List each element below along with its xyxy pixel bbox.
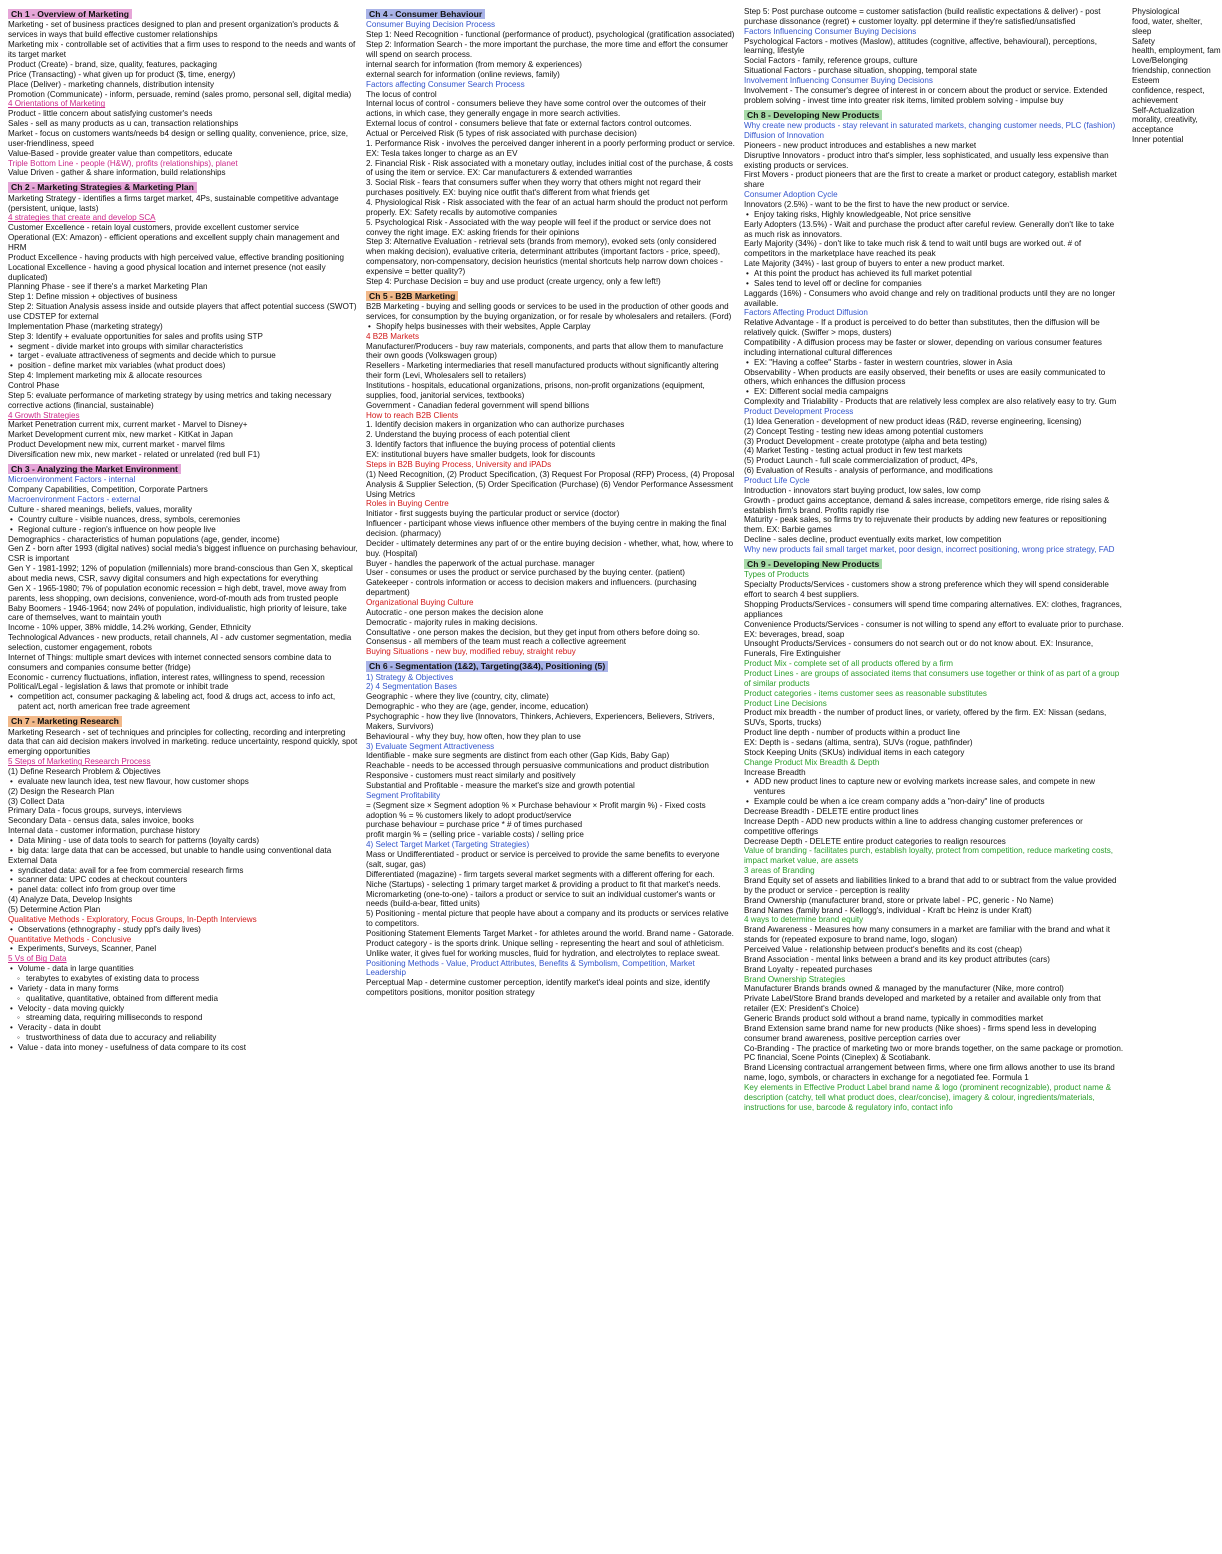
section xyxy=(366,7,736,287)
text-line: Product Mix - complete set of all products offered by a firm xyxy=(744,659,954,669)
text-line: Unsought Products/Services - consumers do not search out or do not know about. EX: Insurance, Funerals, Fire Extinguisher xyxy=(744,639,1094,659)
text-line: Pioneers - new product introduces and establishes a new market xyxy=(744,140,977,150)
text-line: (5) Determine Action Plan xyxy=(8,904,101,914)
text-line: Inner potential xyxy=(1132,135,1184,145)
text-line: Buying Situations - new buy, modified rebuy, straight rebuy xyxy=(366,647,576,657)
text-line: 1) Strategy & Objectives xyxy=(366,672,454,682)
text-line: Step 1: Need Recognition - functional (performance of product), psychological (gratification associated) xyxy=(366,30,735,40)
text-line: • Observations (ethnography - study ppl's daily lives) xyxy=(8,925,358,935)
text-line: Step 5: evaluate performance of marketing strategy by using metrics and taking necessary corrective actions (financial, sustainable) xyxy=(8,390,332,410)
section xyxy=(8,7,358,178)
text-line: Innovators (2.5%) - want to be the first to have the new product or service. xyxy=(744,199,1010,209)
text-line: (4) Analyze Data, Develop Insights xyxy=(8,895,133,905)
text-line: Involvement - The consumer's degree of interest in or concern about the product or service. Extended problem solving - invest time into greater risk items, limited problem solving - impulse buy xyxy=(744,85,1108,105)
text-line: Product - little concern about satisfying customer's needs xyxy=(8,109,213,119)
text-line: Product Lines - are groups of associated items that consumers use together or think of as part of a group of similar products xyxy=(744,668,1120,688)
text-line: Brand Equity set of assets and liabilities linked to a brand that add to or subtract from the value provided by the product or service - perception is reality xyxy=(744,876,1117,895)
text-line: Government - Canadian federal government will spend billions xyxy=(366,400,590,410)
text-line: Demographics - characteristics of human populations (age, gender, income) xyxy=(8,534,280,544)
text-line: Brand Ownership Strategies xyxy=(744,974,846,984)
section-heading: Ch 8 - Developing New Products xyxy=(744,110,882,120)
text-line: Product Life Cycle xyxy=(744,476,810,486)
text-line: Qualitative Methods - Exploratory, Focus Groups, In-Depth Interviews xyxy=(8,914,257,924)
text-line: Situational Factors - purchase situation, shopping, temporal state xyxy=(744,66,978,76)
text-line: Private Label/Store Brand brands developed and marketed by a retailer and available only from that retailer (EX: President's Choice) xyxy=(744,994,1101,1014)
section xyxy=(8,714,358,1053)
text-line: Brand Extension same brand name for new products (Nike shoes) - firms spend less in developing consumer brand awareness, positive perception carries over xyxy=(744,1023,1097,1043)
text-line: ◦ streaming data, requiring milliseconds to respond xyxy=(8,1013,358,1023)
section-heading: Ch 3 - Analyzing the Market Environment xyxy=(8,464,181,474)
text-line: Perceived Value - relationship between product's benefits and its cost (cheap) xyxy=(744,945,1023,955)
text-line: Internet of Things: multiple smart devices with internet connected sensors combine data to consumers and companies consume better (fridge) xyxy=(8,652,332,672)
section-heading: Ch 7 - Marketing Research xyxy=(8,716,122,726)
text-line: B2B Marketing - buying and selling goods or services to be used in the production of other goods and services, for consumption by the buying organization, or for resale by wholesalers and retailers. (Ford) xyxy=(366,302,732,322)
text-line: How to reach B2B Clients xyxy=(366,410,459,420)
text-line: Step 1: Define mission + objectives of business xyxy=(8,292,178,302)
section xyxy=(744,108,1124,555)
text-line: Positioning Statement Elements Target Market - for athletes around the world. Brand name - Gatorade. Product category - is the sports drink. Unique selling - representing the heart and soul of athleticism. Unlike water, it gives fuel for working muscles, fluid for hydration, and electrolytes to replace sweat. xyxy=(366,928,734,958)
text-line: • At this point the product has achieved its full market potential xyxy=(744,269,1124,279)
text-line: Initiator - first suggests buying the particular product or service (doctor) xyxy=(366,509,620,519)
text-line: Laggards (16%) - Consumers who avoid change and rely on traditional products until they are no longer available. xyxy=(744,288,1116,308)
text-line: Responsive - customers must react similarly and positively xyxy=(366,771,576,781)
text-line: Baby Boomers - 1946-1964; now 24% of population, individualistic, high priority of leisure, take care of themselves, want to maintain youth xyxy=(8,603,347,623)
text-line: Gatekeeper - controls information or access to decision makers and influencers. (purchasing department) xyxy=(366,578,697,598)
text-line: (3) Collect Data xyxy=(8,796,65,806)
text-line: Why new products fail small target market, poor design, incorrect positioning, wrong price strategy, FAD xyxy=(744,545,1115,555)
text-line: Brand Ownership (manufacturer brand, store or private label - PC, generic - No Name) xyxy=(744,895,1054,905)
text-line: EX: institutional buyers have smaller budgets, look for discounts xyxy=(366,450,595,460)
text-line: Product Line Decisions xyxy=(744,698,827,708)
text-line: 4 strategies that create and develop SCA xyxy=(8,213,156,223)
text-line: Resellers - Marketing intermediaries that resell manufactured products without significantly altering their form (Levi, Wholesalers sell to retailers) xyxy=(366,361,719,381)
text-line: First Movers - product pioneers that are the first to create a market or product category, establish market share xyxy=(744,170,1117,190)
text-line: Macroenvironment Factors - external xyxy=(8,495,141,505)
text-line: Maturity - peak sales, so firms try to rejuvenate their products by adding new features or repositioning them. EX: Barbie games xyxy=(744,515,1107,535)
text-line: Esteem xyxy=(1132,76,1160,86)
text-line: Step 2: Situation Analysis assess inside and outside players that affect potential success (SWOT) use CDSTEP for external xyxy=(8,302,357,322)
text-line: Specialty Products/Services - customers show a strong preference which they will spend considerable effort to search 4 best suppliers. xyxy=(744,580,1109,600)
text-line: • Experiments, Surveys, Scanner, Panel xyxy=(8,944,358,954)
text-line: Consultative - one person makes the decision, but they get input from others before doing so. xyxy=(366,627,700,637)
text-line: Introduction - innovators start buying product, low sales, low comp xyxy=(744,485,981,495)
text-line: • EX: "Having a coffee" Starbs - faster in western countries, slower in Asia xyxy=(744,358,1124,368)
text-line: • Velocity - data moving quickly xyxy=(8,1004,358,1014)
text-line: Locational Excellence - having a good physical location and internet presence (not easily duplicated) xyxy=(8,262,326,282)
text-line: (4) Market Testing - testing actual product in few test markets xyxy=(744,446,963,456)
text-line: Price (Transacting) - what given up for product ($, time, energy) xyxy=(8,69,236,79)
section xyxy=(8,462,358,712)
text-line: Gen Y - 1981-1992; 12% of population (millennials) more brand-conscious than Gen X, skeptical about media news, CSR, savvy digital consumers and high expectations for everything xyxy=(8,564,353,583)
text-line: purchase behaviour = purchase price * # of times purchased xyxy=(366,820,583,830)
text-line: Value Driven - gather & share information, build relationships xyxy=(8,168,226,178)
text-line: Actual or Perceived Risk (5 types of risk associated with purchase decision) xyxy=(366,128,637,138)
text-line: 5 Steps of Marketing Research Process xyxy=(8,757,151,767)
text-line: Consensus - all members of the team must reach a collective agreement xyxy=(366,637,627,647)
text-line: Institutions - hospitals, educational organizations, prisons, non-profit organizations (equipment, supplies, food, janitorial services, textbooks) xyxy=(366,381,705,400)
column-1 xyxy=(8,6,358,1554)
text-line: • evaluate new launch idea, test new flavour, how customer shops xyxy=(8,777,358,787)
text-line: Product (Create) - brand, size, quality, features, packaging xyxy=(8,59,218,69)
text-line: Micromarketing (one-to-one) - tailors a product or service to suit an individual customer's wants or needs (build-a-bear, fitted units) xyxy=(366,889,716,909)
text-line: Roles in Buying Centre xyxy=(366,499,449,509)
text-line: Control Phase xyxy=(8,381,60,391)
text-line: (3) Product Development - create prototype (alpha and beta testing) xyxy=(744,436,987,446)
section xyxy=(1132,7,1222,145)
text-line: Quantitative Methods - Conclusive xyxy=(8,934,132,944)
text-line: Step 4: Implement marketing mix & allocate resources xyxy=(8,371,202,381)
text-line: Product categories - items customer sees as reasonable substitutes xyxy=(744,688,987,698)
text-line: • target - evaluate attractiveness of segments and decide which to pursue xyxy=(8,351,358,361)
text-line: Physiological xyxy=(1132,7,1180,16)
text-line: • scanner data: UPC codes at checkout counters xyxy=(8,875,358,885)
text-line: Involvement Influencing Consumer Buying Decisions xyxy=(744,76,933,86)
text-line: Culture - shared meanings, beliefs, values, morality xyxy=(8,504,192,514)
text-line: • ADD new product lines to capture new or evolving markets increase sales, and compete in new ventures xyxy=(744,777,1124,797)
text-line: Identifiable - make sure segments are distinct from each other (Gap Kids, Baby Gap) xyxy=(366,751,670,761)
text-line: EX: Depth is - sedans (altima, sentra), SUVs (rogue, pathfinder) xyxy=(744,737,973,747)
text-line: Primary Data - focus groups, surveys, interviews xyxy=(8,806,182,816)
text-line: (5) Product Launch - full scale commercialization of product, 4Ps, xyxy=(744,456,978,466)
text-line: Implementation Phase (marketing strategy) xyxy=(8,321,163,331)
text-line: 2. Financial Risk - Risk associated with a monetary outlay, includes initial cost of the purchase, & costs of using the item or service. EX: Car manufacturers & extended warranties xyxy=(366,158,733,178)
text-line: The locus of control xyxy=(366,89,437,99)
text-line: Compatibility - A diffusion process may be faster or slower, depending on various consumer features including international cultural differences xyxy=(744,337,1102,357)
text-line: Factors Affecting Product Diffusion xyxy=(744,308,868,318)
text-line: Positioning Methods - Value, Product Attributes, Benefits & Symbolism, Competition, Market Leadership xyxy=(366,958,695,978)
text-line: Safety xyxy=(1132,36,1155,46)
text-line: Product line depth - number of products within a product line xyxy=(744,728,960,738)
text-line: Secondary Data - census data, sales invoice, books xyxy=(8,816,194,826)
text-line: Product mix breadth - the number of product lines, or variety, offered by the firm. EX: Nissan (sedans, SUVs, Sports, trucks) xyxy=(744,708,1107,728)
text-line: Product Development new mix, current market - marvel films xyxy=(8,440,225,450)
text-line: Key elements in Effective Product Label brand name & logo (prominent recognizable), product name & description (catchy, tell what product does, clear/concise), imagery & colour, ingredients/materials, instructions for use, barcode & regulatory info, contact info xyxy=(744,1083,1111,1112)
section xyxy=(8,180,358,460)
text-line: 5 Vs of Big Data xyxy=(8,954,67,964)
text-line: Step 2: Information Search - the more important the purchase, the more time and effort the consumer will spend on search process. xyxy=(366,40,729,60)
section-heading: Ch 6 - Segmentation (1&2), Targeting(3&4), Positioning (5) xyxy=(366,661,608,671)
text-line: Step 4: Purchase Decision = buy and use product (create urgency, only a few left!) xyxy=(366,276,661,286)
text-line: 4 Orientations of Marketing xyxy=(8,99,106,109)
text-line: • Sales tend to level off or decline for companies xyxy=(744,279,1124,289)
text-line: Increase Depth - ADD new products within a line to address changing customer preferences or competitive offerings xyxy=(744,816,1083,836)
text-line: Brand Association - mental links between a brand and its key product attributes (cars) xyxy=(744,954,1050,964)
text-line: Step 3: Alternative Evaluation - retrieval sets (brands from memory), evoked sets (only considered when making decision), evaluative criteria, determinant attributes (important factors - price, speed), compensatory, non-compensatory, decision heuristics (mental shortcuts help narrow down choices - expensive = better quality?) xyxy=(366,237,723,276)
text-line: Marketing Strategy - identifies a firms target market, 4Ps, sustainable competitive advantage (persistent, unique, lasts) xyxy=(8,193,339,213)
text-line: Demographic - who they are (age, gender, income, education) xyxy=(366,702,589,712)
text-line: • big data: large data that can be accessed, but unable to handle using conventional data xyxy=(8,846,358,856)
text-line: Manufacturer/Producers - buy raw materials, components, and parts that allow them to manufacture their own goods (Volkswagen group) xyxy=(366,341,724,361)
text-line: Customer Excellence - retain loyal customers, provide excellent customer service xyxy=(8,223,300,233)
text-line: Behavioural - why they buy, how often, how they plan to use xyxy=(366,731,581,741)
section xyxy=(366,289,736,657)
text-line: Disruptive Innovators - product intro that's simpler, less sophisticated, and usually less expensive than existing products or services. xyxy=(744,150,1109,170)
text-line: 5. Psychological Risk - Associated with the way people will feel if the product or service does not convey the right image. EX: asking friends for their opinions xyxy=(366,217,711,237)
text-line: Planning Phase - see if there's a market Marketing Plan xyxy=(8,282,208,292)
text-line: Microenvironment Factors - internal xyxy=(8,475,136,485)
text-line: Niche (Startups) - selecting 1 primary target market & providing a product to fit that market's needs. xyxy=(366,879,721,889)
text-line: Consumer Buying Decision Process xyxy=(366,20,496,30)
text-line: Perceptual Map - determine customer perception, identify market's ideal points and size, identify competitors positions, monitor position strategy xyxy=(366,978,710,998)
text-line: External locus of control - consumers believe that fate or external factors control outcomes. xyxy=(366,119,692,129)
text-line: Marketing Research - set of techniques and principles for collecting, recording and interpreting data that can aid decision makers involved in marketing. reduce uncertainty, respond quickly, spot emerging opportunities xyxy=(8,727,358,757)
text-line: 4 ways to determine brand equity xyxy=(744,915,864,925)
text-line: 4 Growth Strategies xyxy=(8,410,80,420)
text-line: internal search for information (from memory & experiences) xyxy=(366,59,582,69)
text-line: (2) Design the Research Plan xyxy=(8,786,115,796)
section-heading: Ch 4 - Consumer Behaviour xyxy=(366,9,485,19)
text-line: Decline - sales decline, product eventually exits market, low competition xyxy=(744,535,1002,545)
text-line: Internal locus of control - consumers believe they have some control over the outcomes of their actions, in which case, they generally engage in more search activities. xyxy=(366,99,707,119)
text-line: • syndicated data: avail for a fee from commercial research firms xyxy=(8,866,358,876)
text-line: 3. Identify factors that influence the buying process of potential clients xyxy=(366,440,616,450)
text-line: Factors Influencing Consumer Buying Decisions xyxy=(744,26,917,36)
text-line: 4) Select Target Market (Targeting Strategies) xyxy=(366,840,530,850)
text-line: Autocratic - one person makes the decision alone xyxy=(366,607,544,617)
text-line: Types of Products xyxy=(744,570,809,580)
text-line: Increase Breadth xyxy=(744,767,806,777)
text-line: confidence, respect, achievement xyxy=(1132,85,1205,105)
text-line: (2) Concept Testing - testing new ideas among potential customers xyxy=(744,426,984,436)
section-heading: Ch 5 - B2B Marketing xyxy=(366,291,458,301)
text-line: Sales - sell as many products as u can, transaction relationships xyxy=(8,119,239,129)
text-line: Relative Advantage - If a product is perceived to do better than substitutes, then the diffusion will be relatively quick. (Swiffer > mops, dusters) xyxy=(744,318,1100,338)
text-line: morality, creativity, acceptance xyxy=(1132,115,1198,135)
text-line: Promotion (Communicate) - inform, persuade, remind (sales promo, personal sell, digital media) xyxy=(8,89,352,99)
text-line: 5) Positioning - mental picture that people have about a company and its products or services relative to competitors. xyxy=(366,909,729,929)
text-line: Complexity and Trialability - Products that are relatively less complex are also relatively easy to try. Gum xyxy=(744,397,1117,407)
text-line: • Data Mining - use of data tools to search for patterns (loyalty cards) xyxy=(8,836,358,846)
text-line: Factors affecting Consumer Search Process xyxy=(366,79,525,89)
text-line: ◦ terabytes to exabytes of existing data to process xyxy=(8,974,358,984)
text-line: Place (Deliver) - marketing channels, distribution intensity xyxy=(8,79,215,89)
text-line: • Variety - data in many forms xyxy=(8,984,358,994)
text-line: Product Development Process xyxy=(744,407,854,416)
column-3 xyxy=(744,6,1124,1554)
text-line: Technological Advances - new products, retail channels, AI - adv customer segmentation, media selection, customer engagement, robots xyxy=(8,633,352,653)
text-line: Decrease Breadth - DELETE entire product lines xyxy=(744,807,919,816)
text-line: Convenience Products/Services - consumer is not willing to spend any effort to evaluate prior to purchase. EX: beverages, bread, soap xyxy=(744,619,1124,639)
section xyxy=(744,557,1124,1113)
text-line: 4 B2B Markets xyxy=(366,331,420,341)
text-line: • Regional culture - region's influence on how people live xyxy=(8,525,358,535)
text-line: 3. Social Risk - fears that consumers suffer when they worry that others might not regard their purchases positively. EX: buying nice outfit that's different from what friends get xyxy=(366,178,701,198)
text-line: • segment - divide market into groups with similar characteristics xyxy=(8,342,358,352)
text-line: Diversification new mix, new market - related or unrelated (red bull F1) xyxy=(8,450,260,460)
text-line: Income - 10% upper, 38% middle, 14.2% working, Gender, Ethnicity xyxy=(8,623,251,633)
text-line: Step 5: Post purchase outcome = customer satisfaction (build realistic expectations & deliver) - post purchase dissonance (regret) + customer loyalty. ppl determine if they're satisfied/unsatisfied xyxy=(744,7,1101,26)
text-line: food, water, shelter, sleep xyxy=(1132,16,1203,36)
text-line: Diffusion of Innovation xyxy=(744,130,824,140)
text-line: profit margin % = (selling price - variable costs) / selling price xyxy=(366,830,584,840)
text-line: Why create new products - stay relevant in saturated markets, changing customer needs, PLC (fashion) xyxy=(744,121,1116,131)
text-line: • Country culture - visible nuances, dress, symbols, ceremonies xyxy=(8,515,358,525)
section-heading: Ch 9 - Developing New Products xyxy=(744,559,882,569)
text-line: (1) Need Recognition, (2) Product Specification, (3) Request For Proposal (RFP) Process, (4) Proposal Analysis & Supplier Selection, (5) Order Specification (Purchase) (6) Vendor Performance Assessment Using Metrics xyxy=(366,469,735,499)
text-line: Early Adopters (13.5%) - Wait and purchase the product after careful review. Generally don't like to take as much risk as innovators. xyxy=(744,219,1115,239)
text-line: Differentiated (magazine) - firm targets several market segments with a different offering for each. xyxy=(366,869,715,879)
text-line: Late Majority (34%) - last group of buyers to enter a new product market. xyxy=(744,259,1005,269)
text-line: Generic Brands product sold without a brand name, typically in commodities market xyxy=(744,1014,1044,1024)
text-line: 2. Understand the buying process of each potential client xyxy=(366,430,570,440)
text-line: Brand Awareness - Measures how many consumers in a market are familiar with the brand and what it stands for (repeated exposure to brand name, logo, slogan) xyxy=(744,925,1111,945)
text-line: Value of branding - facilitates purch, establish loyalty, protect from competition, reduce marketing costs, impact market value, are assets xyxy=(744,846,1114,866)
section xyxy=(366,659,736,998)
text-line: Love/Belonging xyxy=(1132,56,1188,66)
text-line: • Veracity - data in doubt xyxy=(8,1023,358,1033)
text-line: Segment Profitability xyxy=(366,790,441,800)
text-line: friendship, connection xyxy=(1132,66,1211,76)
text-line: adoption % = % customers likely to adopt product/service xyxy=(366,810,572,820)
text-line: Social Factors - family, reference groups, culture xyxy=(744,56,918,66)
text-line: 4. Physiological Risk - Risk associated with the fear of an actual harm should the product not perform properly. EX: Safety recalls by automotive companies xyxy=(366,197,728,217)
text-line: Stock Keeping Units (SKUs) individual items in each category xyxy=(744,747,965,757)
text-line: = (Segment size × Segment adoption % × Purchase behaviour × Profit margin %) - Fixed costs xyxy=(366,800,706,810)
text-line: Step 3: Identify + evaluate opportunities for sales and profits using STP xyxy=(8,331,263,341)
column-4 xyxy=(1132,6,1222,1554)
text-line: (1) Define Research Problem & Objectives xyxy=(8,766,161,776)
text-line: Company Capabilities, Competition, Corporate Partners xyxy=(8,485,208,495)
text-line: Operational (EX: Amazon) - efficient operations and excellent supply chain management and HRM xyxy=(8,233,340,253)
text-line: Decrease Depth - DELETE entire product categories to realign resources xyxy=(744,836,1006,846)
text-line: Marketing mix - controllable set of activities that a firm uses to respond to the needs and wants of its target market xyxy=(8,40,356,60)
text-line: • Shopify helps businesses with their websites, Apple Carplay xyxy=(366,322,736,332)
text-line: (1) Idea Generation - development of new product ideas (R&D, reverse engineering, licensing) xyxy=(744,416,1082,426)
text-line: Triple Bottom Line - people (H&W), profits (relationships), planet xyxy=(8,158,238,168)
text-line: Gen Z - born after 1993 (digital natives) social media's biggest influence on purchasing behaviour, CSR is important xyxy=(8,544,358,564)
column-2 xyxy=(366,6,736,1554)
text-line: • position - define market mix variables (what product does) xyxy=(8,361,358,371)
text-line: 2) 4 Segmentation Bases xyxy=(366,682,457,692)
section xyxy=(744,7,1124,106)
text-line: • competition act, consumer packaging & labeling act, food & drugs act, access to info act, patent act, north american free trade agreement xyxy=(8,692,358,712)
text-line: Market Development current mix, new market - KitKat in Japan xyxy=(8,430,233,440)
text-line: Decider - ultimately determines any part of or the entire buying decision - whether, what, how, where to buy. (Hospital) xyxy=(366,538,734,558)
text-line: Geographic - where they live (country, city, climate) xyxy=(366,692,549,702)
text-line: • Example could be when a ice cream company adds a "non-dairy" line of products xyxy=(744,797,1124,807)
text-line: external search for information (online reviews, family) xyxy=(366,69,560,79)
text-line: User - consumes or uses the product or service purchased by the buying center. (patient) xyxy=(366,568,685,578)
text-line: • panel data: collect info from group over time xyxy=(8,885,358,895)
text-line: 1. Performance Risk - involves the perceived danger inherent in a poorly performing product or service. EX: Tesla takes longer to charge as an EV xyxy=(366,138,735,158)
text-line: Internal data - customer information, purchase history xyxy=(8,826,200,836)
text-line: Substantial and Profitable - measure the market's size and growth potential xyxy=(366,781,635,791)
text-line: 1. Identify decision makers in organization who can authorize purchases xyxy=(366,420,625,430)
text-line: Value-Based - provide greater value than competitors, educate xyxy=(8,148,233,158)
text-line: Product Excellence - having products with high perceived value, effective branding positioning xyxy=(8,252,344,262)
text-line: Gen X - 1965-1980; 7% of population economic recession = high debt, travel, move away from parents, less shopping, own decisions, convenience, word-of-mouth ads from trusted people xyxy=(8,583,347,603)
text-line: Political/Legal - legislation & laws that promote or inhibit trade xyxy=(8,682,229,692)
text-line: 3) Evaluate Segment Attractiveness xyxy=(366,741,495,751)
text-line: health, employment, fam xyxy=(1132,46,1221,56)
text-line: Growth - product gains acceptance, demand & sales increase, competitors emerge, ride rising sales & establish firm's brand. Profits rapidly rise xyxy=(744,495,1110,515)
text-line: Early Majority (34%) - don't like to take much risk & tend to wait until bugs are worked out. # of competitors in the marketplace have reached its peak xyxy=(744,239,1082,259)
text-line: 3 areas of Branding xyxy=(744,866,815,876)
section-heading: Ch 1 - Overview of Marketing xyxy=(8,9,132,19)
text-line: Change Product Mix Breadth & Depth xyxy=(744,757,880,767)
text-line: Democratic - majority rules in making decisions. xyxy=(366,617,538,627)
text-line: Brand Loyalty - repeated purchases xyxy=(744,964,873,974)
text-line: ◦ qualitative, quantitative, obtained from different media xyxy=(8,994,358,1004)
text-line: Brand Licensing contractual arrangement between firms, where one firm allows another to use its brand name, logo, symbols, or characters in exchange for a negotiated fee. Formula 1 xyxy=(744,1063,1115,1083)
text-line: (6) Evaluation of Results - analysis of performance, and modifications xyxy=(744,466,993,476)
text-line: External Data xyxy=(8,855,58,865)
text-line: Psychographic - how they live (Innovators, Thinkers, Achievers, Experiencers, Believers, Strivers, Makers, Survivors) xyxy=(366,712,715,731)
text-line: Buyer - handles the paperwork of the actual purchase. manager xyxy=(366,558,595,568)
text-line: Influencer - participant whose views influence other members of the buying centre in making the final decision. (pharmacy) xyxy=(366,519,727,538)
text-line: Market - focus on customers wants/needs b4 design or selling quality, convenience, price, size, user-friendliness, speed xyxy=(8,128,348,148)
section-heading: Ch 2 - Marketing Strategies & Marketing Plan xyxy=(8,182,197,192)
text-line: Psychological Factors - motives (Maslow), attitudes (cognitive, affective, behavioural), perceptions, learning, lifestyle xyxy=(744,36,1097,56)
text-line: Market Penetration current mix, current market - Marvel to Disney+ xyxy=(8,420,248,430)
text-line: Marketing - set of business practices designed to plan and present organization's products & services in ways that build effective customer relationships xyxy=(8,20,339,40)
text-line: Consumer Adoption Cycle xyxy=(744,190,838,200)
text-line: Organizational Buying Culture xyxy=(366,597,474,607)
text-line: • Enjoy taking risks, Highly knowledgeable, Not price sensitive xyxy=(744,210,1124,220)
text-line: Manufacturer Brands brands owned & managed by the manufacturer (Nike, more control) xyxy=(744,984,1064,994)
text-line: Mass or Undifferentiated - product or service is perceived to provide the same benefits to everyone (salt, sugar, gas) xyxy=(366,850,720,869)
text-line: • Value - data into money - usefulness of data compare to its cost xyxy=(8,1043,358,1053)
text-line: ◦ trustworthiness of data due to accuracy and reliability xyxy=(8,1033,358,1043)
text-line: Shopping Products/Services - consumers will spend time comparing alternatives. EX: clothes, fragrances, appliances xyxy=(744,599,1122,619)
text-line: • EX: Different social media campaigns xyxy=(744,387,1124,397)
text-line: Steps in B2B Buying Process, University and iPADs xyxy=(366,459,552,469)
text-line: Brand Names (family brand - Kellogg's, individual - Kraft bc Heinz is under Kraft) xyxy=(744,905,1032,915)
text-line: • Volume - data in large quantities xyxy=(8,964,358,974)
text-line: Economic - currency fluctuations, inflation, interest rates, willingness to spend, recession xyxy=(8,672,325,682)
text-line: Co-Branding - The practice of marketing two or more brands together, on the same package or promotion. PC financial, Scene Points (Cineplex) & Scotiabank. xyxy=(744,1043,1124,1063)
text-line: Self-Actualization xyxy=(1132,105,1195,115)
text-line: Reachable - needs to be accessed through persuasive communications and product distribution xyxy=(366,761,709,771)
text-line: Observability - When products are easily observed, their benefits or uses are easily communicated to others, which enhances the diffusion process xyxy=(744,367,1106,387)
